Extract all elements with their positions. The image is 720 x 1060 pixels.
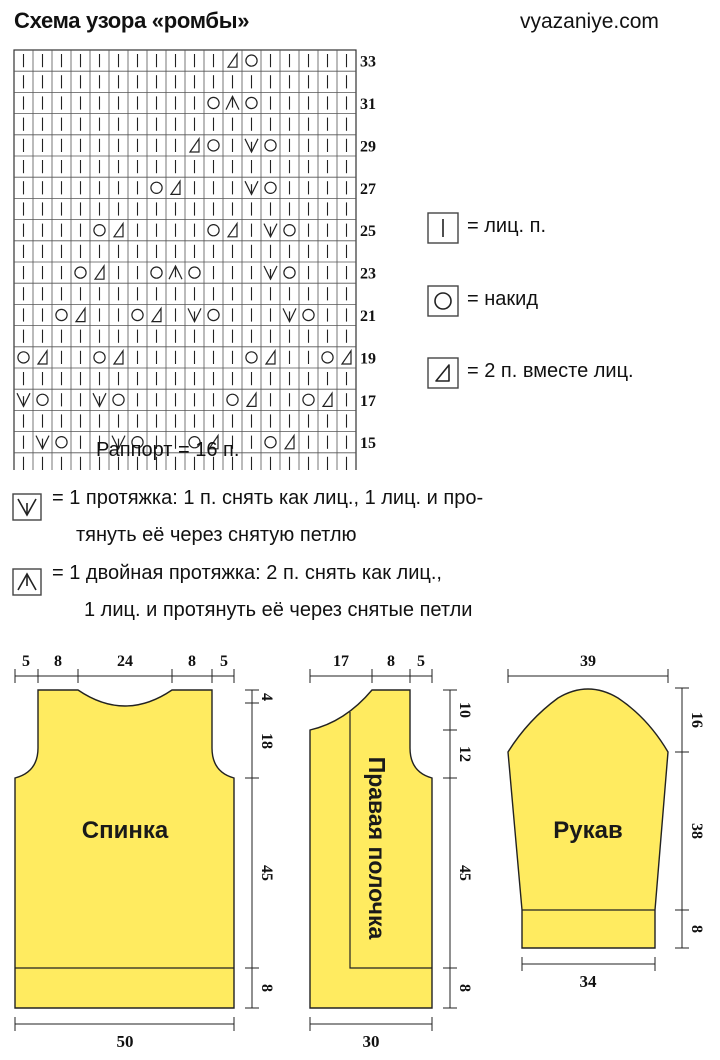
row-number: 17 (360, 392, 376, 410)
front-top-dim-1: 17 (333, 653, 349, 670)
row-number: 19 (360, 350, 376, 368)
back-top-dim-5: 5 (220, 653, 228, 670)
note-double-skpo-line1: = 1 двойная протяжка: 2 п. снять как лиц., (52, 562, 442, 584)
row-number: 29 (360, 138, 376, 156)
legend-text-k2tog: = 2 п. вместе лиц. (467, 360, 634, 382)
note-skpo-line2: тянуть её через снятую петлю (76, 524, 357, 546)
front-piece (310, 653, 473, 1051)
knit-stitch-icon (427, 212, 459, 244)
front-label: Правая полочка (364, 756, 390, 940)
row-number: 23 (360, 265, 376, 283)
back-top-dim-3: 24 (117, 653, 133, 670)
double-skpo-icon (12, 568, 42, 596)
sleeve-side-dim-3: 8 (688, 925, 705, 933)
back-top-dim-1: 5 (22, 653, 30, 670)
page-title: Схема узора «ромбы» (14, 8, 250, 33)
note-double-skpo-line2: 1 лиц. и протянуть её через снятые петли (84, 599, 473, 621)
sleeve-side-dim-1: 16 (688, 712, 705, 728)
front-top-dim-3: 5 (417, 653, 425, 670)
row-number: 33 (360, 53, 376, 71)
stitch-chart (0, 0, 420, 470)
back-top-dim-2: 8 (54, 653, 62, 670)
row-number: 25 (360, 223, 376, 241)
row-number: 15 (360, 435, 376, 453)
back-side-dim-2: 18 (258, 733, 275, 749)
legend-text-yarnover: = накид (467, 288, 538, 310)
front-side-dim-3: 45 (456, 865, 473, 881)
front-top-dim-2: 8 (387, 653, 395, 670)
back-width: 50 (116, 1032, 134, 1051)
legend-text-knit: = лиц. п. (467, 215, 547, 237)
back-side-dim-4: 8 (258, 984, 275, 992)
note-skpo-line1: = 1 протяжка: 1 п. снять как лиц., 1 лиц. и про- (52, 487, 484, 509)
back-piece (15, 653, 275, 1051)
site-name: vyazaniye.com (520, 10, 659, 33)
yarnover-icon (427, 285, 459, 317)
back-side-dim-1: 4 (258, 693, 275, 701)
k2tog-icon (427, 357, 459, 389)
pattern-pieces (0, 640, 720, 1060)
row-number: 27 (360, 180, 376, 198)
front-side-dim-4: 8 (456, 984, 473, 992)
sleeve-piece (508, 653, 705, 991)
front-side-dim-2: 12 (456, 746, 473, 762)
skpo-icon (12, 493, 42, 521)
sleeve-side-dim-2: 38 (688, 823, 705, 839)
row-number: 31 (360, 96, 376, 113)
sleeve-width: 34 (579, 972, 597, 991)
front-side-dim-1: 10 (456, 702, 473, 718)
front-width: 30 (362, 1032, 380, 1051)
sleeve-label: Рукав (553, 817, 623, 844)
repeat-label: Раппорт = 16 п. (96, 439, 240, 461)
back-outline (15, 690, 234, 1008)
row-number: 21 (360, 308, 376, 325)
sleeve-top-dim: 39 (580, 653, 596, 670)
back-label: Спинка (81, 817, 169, 844)
back-side-dim-3: 45 (258, 865, 275, 881)
back-top-dim-4: 8 (188, 653, 196, 670)
